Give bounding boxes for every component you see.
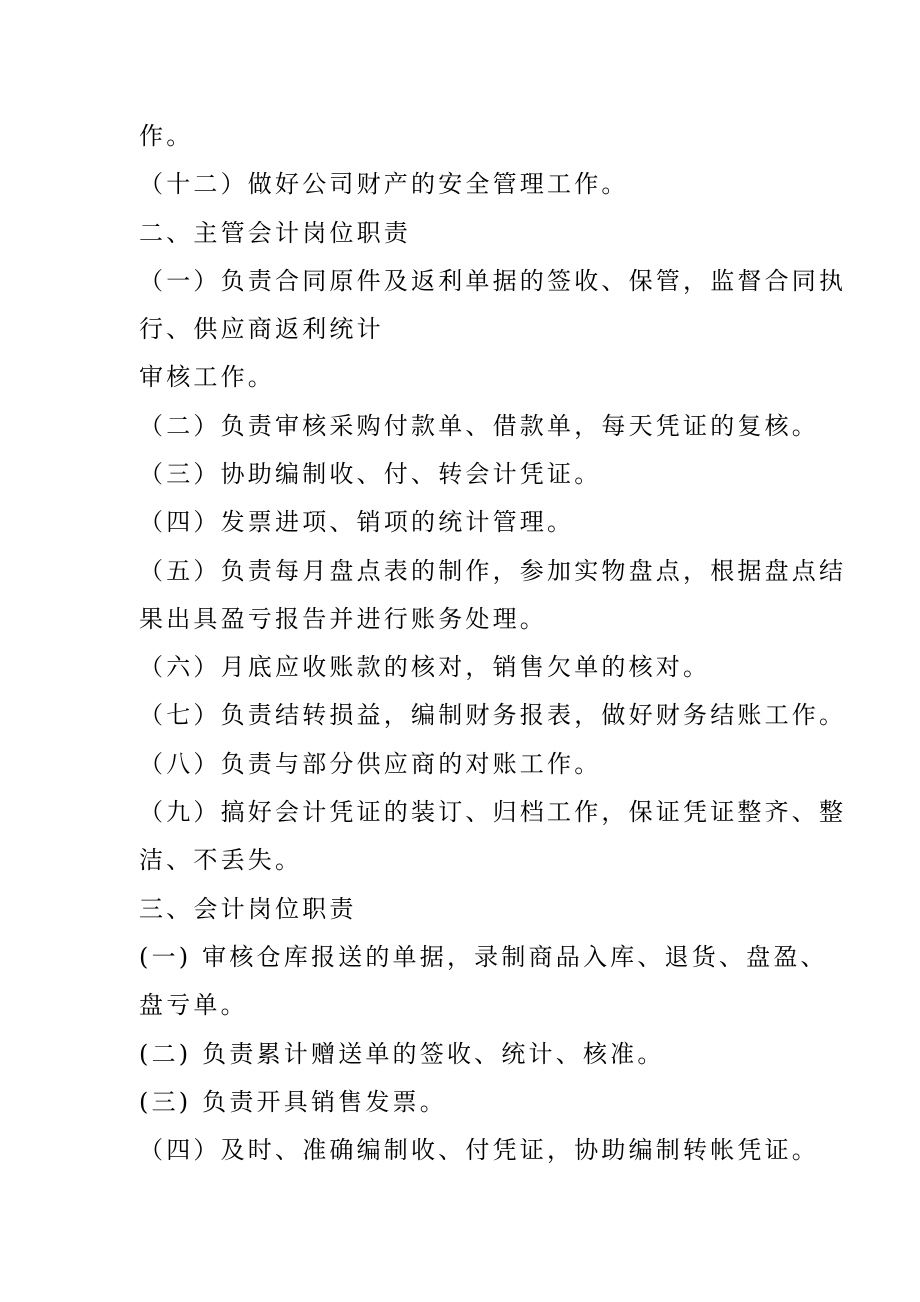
text-line: （二）负责审核采购付款单、借款单，每天凭证的复核。 xyxy=(139,412,819,440)
text-line: 果出具盈亏报告并进行账务处理。 xyxy=(139,605,547,633)
text-line: (三) 负责开具销售发票。 xyxy=(139,1088,447,1116)
text-line: 审核工作。 xyxy=(139,363,275,391)
text-line: （九）搞好会计凭证的装订、归档工作，保证凭证整齐、整 xyxy=(139,798,847,826)
text-line: （六）月底应收账款的核对，销售欠单的核对。 xyxy=(139,653,711,681)
text-line: （七）负责结转损益，编制财务报表，做好财务结账工作。 xyxy=(139,701,847,729)
text-line: （四）及时、准确编制收、付凭证，协助编制转帐凭证。 xyxy=(139,1136,819,1164)
text-line: 盘亏单。 xyxy=(139,991,248,1019)
section-heading: 三、会计岗位职责 xyxy=(139,895,357,923)
text-line: （三）协助编制收、付、转会计凭证。 xyxy=(139,460,602,488)
text-line: 行、供应商返利统计 xyxy=(139,315,384,343)
text-line: (一) 审核仓库报送的单据，录制商品入库、退货、盘盈、 xyxy=(139,943,828,971)
section-heading: 二、主管会计岗位职责 xyxy=(139,219,411,247)
text-line: 作。 xyxy=(139,122,194,150)
text-line: （五）负责每月盘点表的制作，参加实物盘点，根据盘点结 xyxy=(139,557,847,585)
text-line: 洁、不丢失。 xyxy=(139,846,303,874)
text-line: (二) 负责累计赠送单的签收、统计、核准。 xyxy=(139,1040,665,1068)
text-line: （十二）做好公司财产的安全管理工作。 xyxy=(139,170,629,198)
text-line: （四）发票进项、销项的统计管理。 xyxy=(139,508,575,536)
text-line: （一）负责合同原件及返利单据的签收、保管，监督合同执 xyxy=(139,267,847,295)
text-line: （八）负责与部分供应商的对账工作。 xyxy=(139,750,602,778)
